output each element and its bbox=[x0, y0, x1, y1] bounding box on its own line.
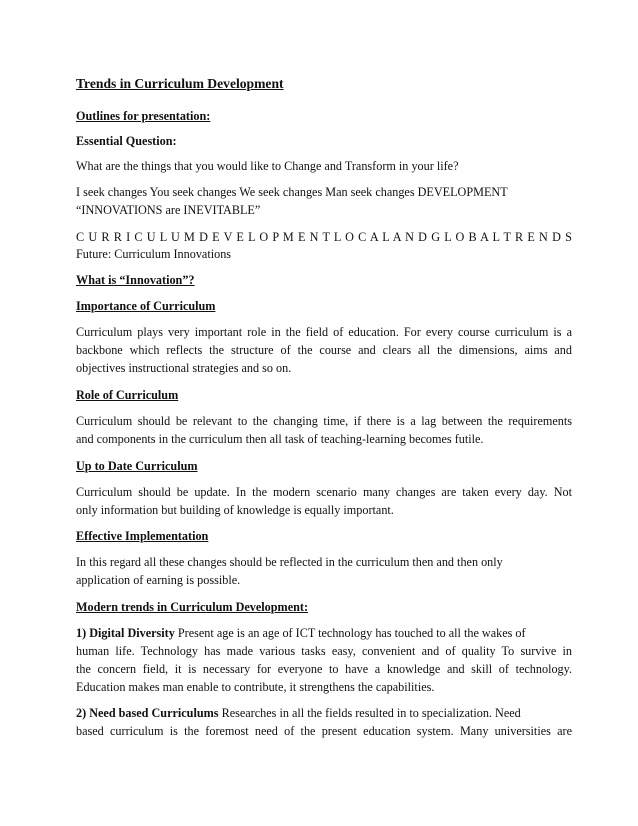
role-heading: Role of Curriculum bbox=[76, 388, 179, 402]
digital-diversity-line-1 bbox=[76, 625, 572, 641]
effective-line-1: In this regard all these changes should be reflected in the curriculum then and then only bbox=[76, 555, 503, 569]
essential-question-text: What are the things that you would like to Change and Transform in your life? bbox=[76, 159, 459, 173]
digital-diversity-line-3: the concern field, it is necessary for everyone to have a knowledge and skill of technology. bbox=[76, 662, 572, 676]
digital-diversity-line-4: Education makes man enable to contribute, it strengthens the capabilities. bbox=[76, 680, 435, 694]
outlines-heading: Outlines for presentation: bbox=[76, 109, 211, 123]
uptodate-line-2: only information but building of knowledge is equally important. bbox=[76, 503, 394, 517]
future-line: Future: Curriculum Innovations bbox=[76, 247, 232, 261]
innovation-heading: What is “Innovation”? bbox=[76, 273, 195, 287]
role-line-2: and components in the curriculum then all task of teaching-learning becomes futile. bbox=[76, 432, 484, 446]
changes-line: I seek changes You seek changes We seek changes Man seek changes DEVELOPMENT bbox=[76, 185, 508, 199]
importance-heading: Importance of Curriculum bbox=[76, 299, 216, 313]
need-based-line-1 bbox=[76, 705, 572, 721]
innovations-quote: “INNOVATIONS are INEVITABLE” bbox=[76, 203, 261, 217]
essential-question-label: Essential Question: bbox=[76, 134, 177, 148]
need-based-intro: Researches in all the fields resulted in to specialization. Need bbox=[218, 706, 521, 720]
importance-line-2: backbone which reflects the structure of the course and clears all the dimensions, aims and bbox=[76, 343, 572, 357]
need-based-line-2: based curriculum is the foremost need of the present education system. Many universities are bbox=[76, 724, 572, 738]
uptodate-line-1: Curriculum should be update. In the modern scenario many changes are taken every day. Not bbox=[76, 485, 572, 499]
uptodate-heading: Up to Date Curriculum bbox=[76, 459, 198, 473]
modern-trends-heading: Modern trends in Curriculum Development: bbox=[76, 600, 308, 614]
digital-diversity-label: 1) Digital Diversity bbox=[76, 626, 175, 640]
effective-line-2: application of earning is possible. bbox=[76, 573, 241, 587]
importance-line-1: Curriculum plays very important role in the field of education. For every course curriculum is a bbox=[76, 325, 572, 339]
curriculum-spaced-caps-line: C U R R I C U L U M D E V E L O P M E N T L O C A L A N D G L O B A L T R E N D S bbox=[76, 230, 572, 244]
role-line-1: Curriculum should be relevant to the changing time, if there is a lag between the requirements bbox=[76, 414, 572, 428]
importance-line-3: objectives instructional strategies and so on. bbox=[76, 361, 292, 375]
digital-diversity-line-2: human life. Technology has made various tasks easy, convenient and of quality To survive in bbox=[76, 644, 572, 658]
effective-heading: Effective Implementation bbox=[76, 529, 209, 543]
need-based-label: 2) Need based Curriculums bbox=[76, 706, 219, 720]
document-title: Trends in Curriculum Development bbox=[76, 76, 284, 91]
digital-diversity-intro: Present age is an age of ICT technology has touched to all the wakes of bbox=[174, 626, 526, 640]
